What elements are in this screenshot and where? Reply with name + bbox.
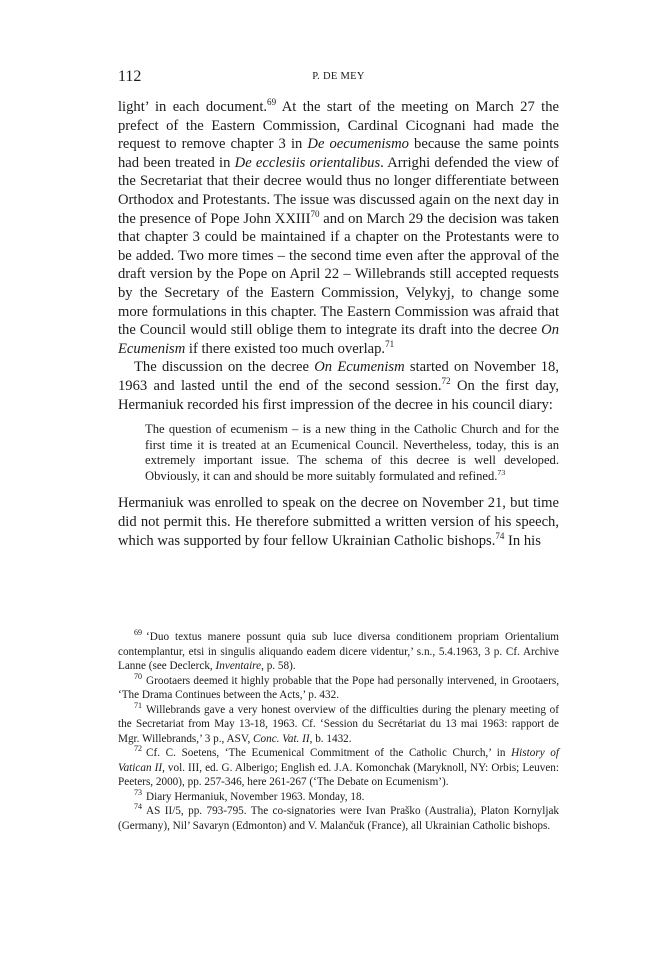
footnote-reference: 69 — [267, 97, 277, 108]
footnote-reference: 74 — [495, 530, 505, 541]
text-run: , b. 1432. — [309, 732, 352, 745]
text-run: Willebrands gave a very honest overview of the difficulties during the plenary meeting of the Secretariat from May 13-18, 1963. Cf. ‘Session du Secrétariat du 13 mai 1963: rapport de Mgr. Willebrands,’ 3 p., ASV, — [118, 703, 559, 745]
footnote-reference: 70 — [310, 208, 320, 219]
text-run: Diary Hermaniuk, November 1963. Monday, 18. — [146, 790, 365, 803]
text-run: Hermaniuk was enrolled to speak on the decree on November 21, but time did not permit this. He therefore submitted a written version of his speech, which was supported by four fellow Ukrainian Catholic bishops. — [118, 495, 559, 549]
paragraph-3 — [118, 494, 559, 550]
text-run: In his — [504, 532, 541, 549]
footnotes — [118, 630, 559, 833]
text-run: ‘Duo textus manere possunt quia sub luce diversa conditionem propriam Orientalium contemplantur, etsi in singulis aliquando eadem dicere videntur,’ s.n., 5.4.1963, 3 p. Cf. Archive Lanne (see Declerck, — [118, 631, 559, 672]
text-run: AS II/5, pp. 793-795. The co-signatories were Ivan Praško (Australia), Platon Kornyljak (Germany), Nil’ Savaryn (Edmonton) and V. Malančuk (France), all Ukrainian Catholic bishops. — [118, 805, 559, 832]
footnote-reference: 71 — [385, 338, 395, 349]
text-run: , vol. III, ed. G. Alberigo; English ed. J.A. Komonchak (Maryknoll, NY: Orbis; Leuven: Peeters, 2000), pp. 257-346, here 261-267 (‘The Debate on Ecumenism’). — [118, 761, 559, 788]
italic-text: De oecumenismo — [307, 136, 409, 153]
text-run: On the first day, Hermaniuk recorded his first impression of the decree in his council diary: — [118, 377, 559, 413]
page-number: 112 — [118, 68, 142, 85]
text-run: At the start of the meeting on March 27 the prefect of the Eastern Commission, Cardinal Cicognani had made the request to remove chapter 3 in — [118, 99, 560, 153]
block-quote — [145, 422, 559, 484]
text-run: Cf. C. Soetens, ‘The Ecumenical Commitment of the Catholic Church,’ in — [146, 747, 512, 759]
footnote-number: 71 — [134, 700, 143, 710]
footnote-number: 73 — [134, 787, 143, 797]
italic-text: Conc. Vat. II — [253, 732, 310, 745]
text-run: . Arrighi defended the view of the Secretariat that their decree would thus no longer differentiate between Orthodox and Protestants. The issue was discussed again on the next day in the presence of Pope John XXIII — [118, 154, 559, 227]
italic-text: Inventaire — [215, 660, 262, 672]
text-run: if there existed too much overlap. — [185, 340, 386, 357]
text-run: The discussion on the decree — [134, 359, 315, 376]
footnote-number: 70 — [134, 671, 143, 681]
footnote-number: 72 — [134, 744, 143, 754]
text-run: , p. 58). — [261, 660, 296, 672]
text-run: Grootaers deemed it highly probable that the Pope had personally intervened, in Grootaers, ‘The Drama Continues between the Acts,’ p. 432. — [118, 674, 559, 701]
footnote-number: 74 — [134, 802, 143, 812]
page-content — [118, 68, 559, 550]
page-header — [118, 68, 559, 90]
text-run: because the same points had been treated in — [118, 136, 559, 171]
text-run: The question of ecumenism – is a new thing in the Catholic Church and for the first time it is treated at an Ecumenical Council. Nevertheless, today, this is an extremely important issue. The schema of this decree is well developed. Obviously, it can and should be more suitably formulated and refined. — [145, 422, 559, 483]
text-run: and on March 29 the decision was taken that chapter 3 could be maintained if a chapter on the Protestants were to be added. Two more times – the second time even after the approval of the draft version by the Pope on April 22 – Willebrands still accepted requests by the Secretary of the Eastern Commission, Velykyj, to change some more formulations in this chapter. The Eastern Commission was afraid that the Council would still oblige them to integrate its draft into the decree — [118, 210, 560, 339]
footnote-72 — [118, 746, 559, 790]
footnote-reference: 73 — [497, 467, 506, 477]
footnote-reference: 72 — [441, 376, 451, 387]
footnote-73 — [118, 787, 559, 805]
footnote-71 — [118, 700, 559, 747]
running-head: P. DE MEY — [312, 71, 365, 82]
paragraph-2 — [118, 358, 559, 414]
text-run: light’ in each document. — [118, 99, 268, 115]
italic-text: On Ecumenism — [314, 359, 405, 376]
footnote-70 — [118, 671, 559, 703]
footnote-number: 69 — [134, 628, 143, 638]
footnote-69 — [118, 630, 559, 674]
body-text — [118, 98, 559, 550]
italic-text: On Ecumenism — [118, 322, 559, 357]
text-run: started on November 18, 1963 and lasted until the end of the second session. — [118, 359, 559, 394]
italic-text: History of Vatican II — [118, 747, 559, 774]
paragraph-1 — [118, 98, 559, 358]
footnote-74 — [118, 804, 559, 833]
italic-text: De ecclesiis orientalibus — [234, 154, 381, 171]
